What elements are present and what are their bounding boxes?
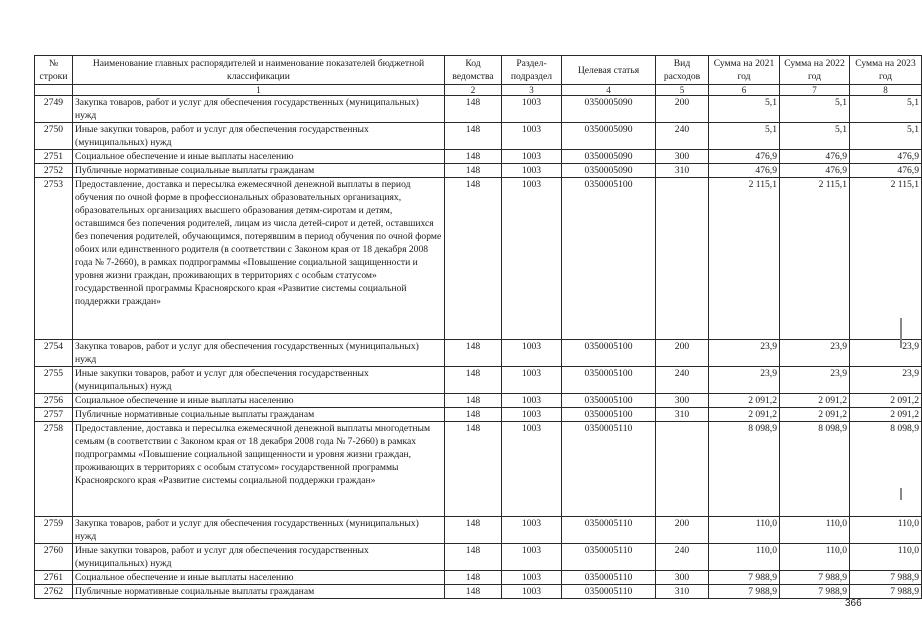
row-number: 2762	[35, 585, 73, 599]
row-target: 0350005110	[562, 544, 656, 571]
row-target: 0350005100	[562, 394, 656, 408]
row-section: 1003	[502, 178, 562, 340]
row-type: 300	[656, 150, 709, 164]
row-sum-2021: 2 091,2	[709, 408, 780, 422]
row-section: 1003	[502, 408, 562, 422]
header-row-number: № строки	[35, 56, 73, 85]
table-row	[35, 178, 922, 340]
row-code: 148	[445, 96, 502, 123]
row-section: 1003	[502, 394, 562, 408]
row-sum-2023: 23,9	[850, 367, 922, 394]
row-type: 310	[656, 585, 709, 599]
row-code: 148	[445, 178, 502, 340]
row-sum-2023: 2 115,1	[850, 178, 922, 340]
row-sum-2021: 110,0	[709, 517, 780, 544]
row-sum-2021: 476,9	[709, 164, 780, 178]
row-code: 148	[445, 123, 502, 150]
row-sum-2023: 7 988,9	[850, 571, 922, 585]
row-type: 240	[656, 367, 709, 394]
row-number: 2757	[35, 408, 73, 422]
row-sum-2021: 5,1	[709, 96, 780, 123]
row-sum-2021: 5,1	[709, 123, 780, 150]
row-code: 148	[445, 585, 502, 599]
row-target: 0350005090	[562, 150, 656, 164]
row-number: 2751	[35, 150, 73, 164]
row-type	[656, 178, 709, 340]
header-sum-2021: Сумма на 2021 год	[709, 56, 780, 85]
row-name: Предоставление, доставка и пересылка ежемесячной денежной выплаты в период обучения по очной форме в профессиональных образовательных организациях, образовательных организациях высшего образования детям-сиротам и детям, оставшимся без попечения родителей, лицам из числа детей-сирот и детей, оставшихся без попечения родителей, обучающимся, потерявшим в период обучения по очной форме обоих или единственного родителя (в соответствии с Законом края от 18 декабря 2008 года № 7-2660), в рамках подпрограммы «Повышение социальной защищенности и уровня жизни граждан, проживающих в территориях с особым статусом» государственной программы Красноярского края «Развитие системы социальной поддержки граждан»	[73, 178, 445, 340]
row-type: 310	[656, 408, 709, 422]
row-number: 2761	[35, 571, 73, 585]
row-number: 2759	[35, 517, 73, 544]
row-section: 1003	[502, 422, 562, 517]
row-code: 148	[445, 571, 502, 585]
row-section: 1003	[502, 340, 562, 367]
row-sum-2021: 23,9	[709, 340, 780, 367]
row-sum-2021: 110,0	[709, 544, 780, 571]
header-row	[35, 56, 922, 85]
row-target: 0350005100	[562, 340, 656, 367]
table-row	[35, 340, 922, 367]
row-sum-2022: 5,1	[780, 123, 850, 150]
row-section: 1003	[502, 517, 562, 544]
row-sum-2023: 8 098,9	[850, 422, 922, 517]
row-sum-2021: 476,9	[709, 150, 780, 164]
row-target: 0350005110	[562, 517, 656, 544]
row-type: 200	[656, 517, 709, 544]
row-section: 1003	[502, 96, 562, 123]
row-type: 200	[656, 340, 709, 367]
row-sum-2023: 110,0	[850, 544, 922, 571]
row-sum-2021: 7 988,9	[709, 585, 780, 599]
row-sum-2023: 476,9	[850, 164, 922, 178]
row-target: 0350005110	[562, 422, 656, 517]
row-number: 2754	[35, 340, 73, 367]
row-sum-2023: 7 988,9	[850, 585, 922, 599]
row-sum-2023: 2 091,2	[850, 394, 922, 408]
row-section: 1003	[502, 544, 562, 571]
row-sum-2022: 110,0	[780, 544, 850, 571]
table-row	[35, 164, 922, 178]
header-name: Наименование главных распорядителей и наименование показателей бюджетной классификации	[73, 56, 445, 85]
row-number: 2755	[35, 367, 73, 394]
row-sum-2021: 23,9	[709, 367, 780, 394]
row-code: 148	[445, 164, 502, 178]
row-sum-2023: 5,1	[850, 96, 922, 123]
row-type: 310	[656, 164, 709, 178]
table-row	[35, 422, 922, 517]
column-number: 1	[73, 85, 445, 96]
column-number: 2	[445, 85, 502, 96]
row-target: 0350005090	[562, 96, 656, 123]
row-name: Иные закупки товаров, работ и услуг для обеспечения государственных (муниципальных) нужд	[73, 367, 445, 394]
header-target: Целевая статья	[562, 56, 656, 85]
row-section: 1003	[502, 367, 562, 394]
row-sum-2023: 5,1	[850, 123, 922, 150]
row-sum-2023: 476,9	[850, 150, 922, 164]
table-row	[35, 123, 922, 150]
header-type: Вид расходов	[656, 56, 709, 85]
header-section: Раздел-подраздел	[502, 56, 562, 85]
column-number: 8	[850, 85, 922, 96]
row-name: Закупка товаров, работ и услуг для обеспечения государственных (муниципальных) нужд	[73, 517, 445, 544]
row-sum-2021: 7 988,9	[709, 571, 780, 585]
table-row	[35, 517, 922, 544]
row-name: Предоставление, доставка и пересылка ежемесячной денежной выплаты многодетным семьям (в соответствии с Законом края от 18 декабря 2008 года № 7-2660) в рамках подпрограммы «Повышение социальной защищенности и уровня жизни граждан, проживающих в территориях с особым статусом» государственной программы Красноярского края «Развитие системы социальной поддержки граждан»	[73, 422, 445, 517]
row-name: Закупка товаров, работ и услуг для обеспечения государственных (муниципальных) нужд	[73, 96, 445, 123]
row-sum-2022: 476,9	[780, 164, 850, 178]
page-number: 366	[845, 598, 862, 609]
row-code: 148	[445, 544, 502, 571]
row-section: 1003	[502, 164, 562, 178]
row-name: Закупка товаров, работ и услуг для обеспечения государственных (муниципальных) нужд	[73, 340, 445, 367]
row-type: 200	[656, 96, 709, 123]
row-target: 0350005090	[562, 123, 656, 150]
table-body	[35, 96, 922, 599]
row-sum-2022: 2 091,2	[780, 394, 850, 408]
row-sum-2022: 110,0	[780, 517, 850, 544]
budget-table	[34, 55, 922, 599]
column-number-row	[35, 85, 922, 96]
row-code: 148	[445, 517, 502, 544]
row-sum-2022: 2 091,2	[780, 408, 850, 422]
header-sum-2023: Сумма на 2023 год	[850, 56, 922, 85]
row-sum-2023: 23,9	[850, 340, 922, 367]
row-sum-2022: 23,9	[780, 367, 850, 394]
row-sum-2022: 476,9	[780, 150, 850, 164]
row-type: 240	[656, 123, 709, 150]
table-row	[35, 585, 922, 599]
row-name: Публичные нормативные социальные выплаты гражданам	[73, 164, 445, 178]
row-sum-2022: 5,1	[780, 96, 850, 123]
column-number: 7	[780, 85, 850, 96]
row-number: 2752	[35, 164, 73, 178]
row-number: 2749	[35, 96, 73, 123]
table-row	[35, 96, 922, 123]
table-row	[35, 367, 922, 394]
table-row	[35, 571, 922, 585]
row-sum-2022: 7 988,9	[780, 585, 850, 599]
row-section: 1003	[502, 571, 562, 585]
row-number: 2753	[35, 178, 73, 340]
row-sum-2023: 2 091,2	[850, 408, 922, 422]
row-code: 148	[445, 340, 502, 367]
row-code: 148	[445, 150, 502, 164]
row-target: 0350005110	[562, 571, 656, 585]
row-name: Социальное обеспечение и иные выплаты населению	[73, 394, 445, 408]
table-row	[35, 408, 922, 422]
row-section: 1003	[502, 585, 562, 599]
row-name: Иные закупки товаров, работ и услуг для обеспечения государственных (муниципальных) нужд	[73, 123, 445, 150]
row-sum-2023: 110,0	[850, 517, 922, 544]
row-sum-2022: 8 098,9	[780, 422, 850, 517]
row-section: 1003	[502, 123, 562, 150]
column-number: 5	[656, 85, 709, 96]
row-sum-2021: 2 115,1	[709, 178, 780, 340]
row-number: 2760	[35, 544, 73, 571]
column-number: 6	[709, 85, 780, 96]
row-code: 148	[445, 422, 502, 517]
row-name: Социальное обеспечение и иные выплаты населению	[73, 150, 445, 164]
header-sum-2022: Сумма на 2022 год	[780, 56, 850, 85]
row-target: 0350005100	[562, 178, 656, 340]
row-sum-2022: 7 988,9	[780, 571, 850, 585]
table-row	[35, 544, 922, 571]
row-number: 2756	[35, 394, 73, 408]
row-number: 2758	[35, 422, 73, 517]
row-name: Социальное обеспечение и иные выплаты населению	[73, 571, 445, 585]
row-target: 0350005100	[562, 408, 656, 422]
row-type: 240	[656, 544, 709, 571]
row-sum-2021: 8 098,9	[709, 422, 780, 517]
row-target: 0350005110	[562, 585, 656, 599]
row-target: 0350005090	[562, 164, 656, 178]
column-number: 3	[502, 85, 562, 96]
table-row	[35, 150, 922, 164]
row-type: 300	[656, 571, 709, 585]
row-number: 2750	[35, 123, 73, 150]
row-sum-2021: 2 091,2	[709, 394, 780, 408]
scan-edge-mark	[900, 318, 902, 348]
column-number: 4	[562, 85, 656, 96]
column-number-blank	[35, 85, 73, 96]
row-name: Иные закупки товаров, работ и услуг для обеспечения государственных (муниципальных) нужд	[73, 544, 445, 571]
row-sum-2022: 23,9	[780, 340, 850, 367]
row-code: 148	[445, 367, 502, 394]
row-section: 1003	[502, 150, 562, 164]
row-type: 300	[656, 394, 709, 408]
row-code: 148	[445, 394, 502, 408]
row-target: 0350005100	[562, 367, 656, 394]
table-row	[35, 394, 922, 408]
row-name: Публичные нормативные социальные выплаты гражданам	[73, 585, 445, 599]
header-code: Код ведомства	[445, 56, 502, 85]
row-code: 148	[445, 408, 502, 422]
row-type	[656, 422, 709, 517]
scan-edge-mark	[900, 488, 902, 500]
row-sum-2022: 2 115,1	[780, 178, 850, 340]
row-name: Публичные нормативные социальные выплаты гражданам	[73, 408, 445, 422]
